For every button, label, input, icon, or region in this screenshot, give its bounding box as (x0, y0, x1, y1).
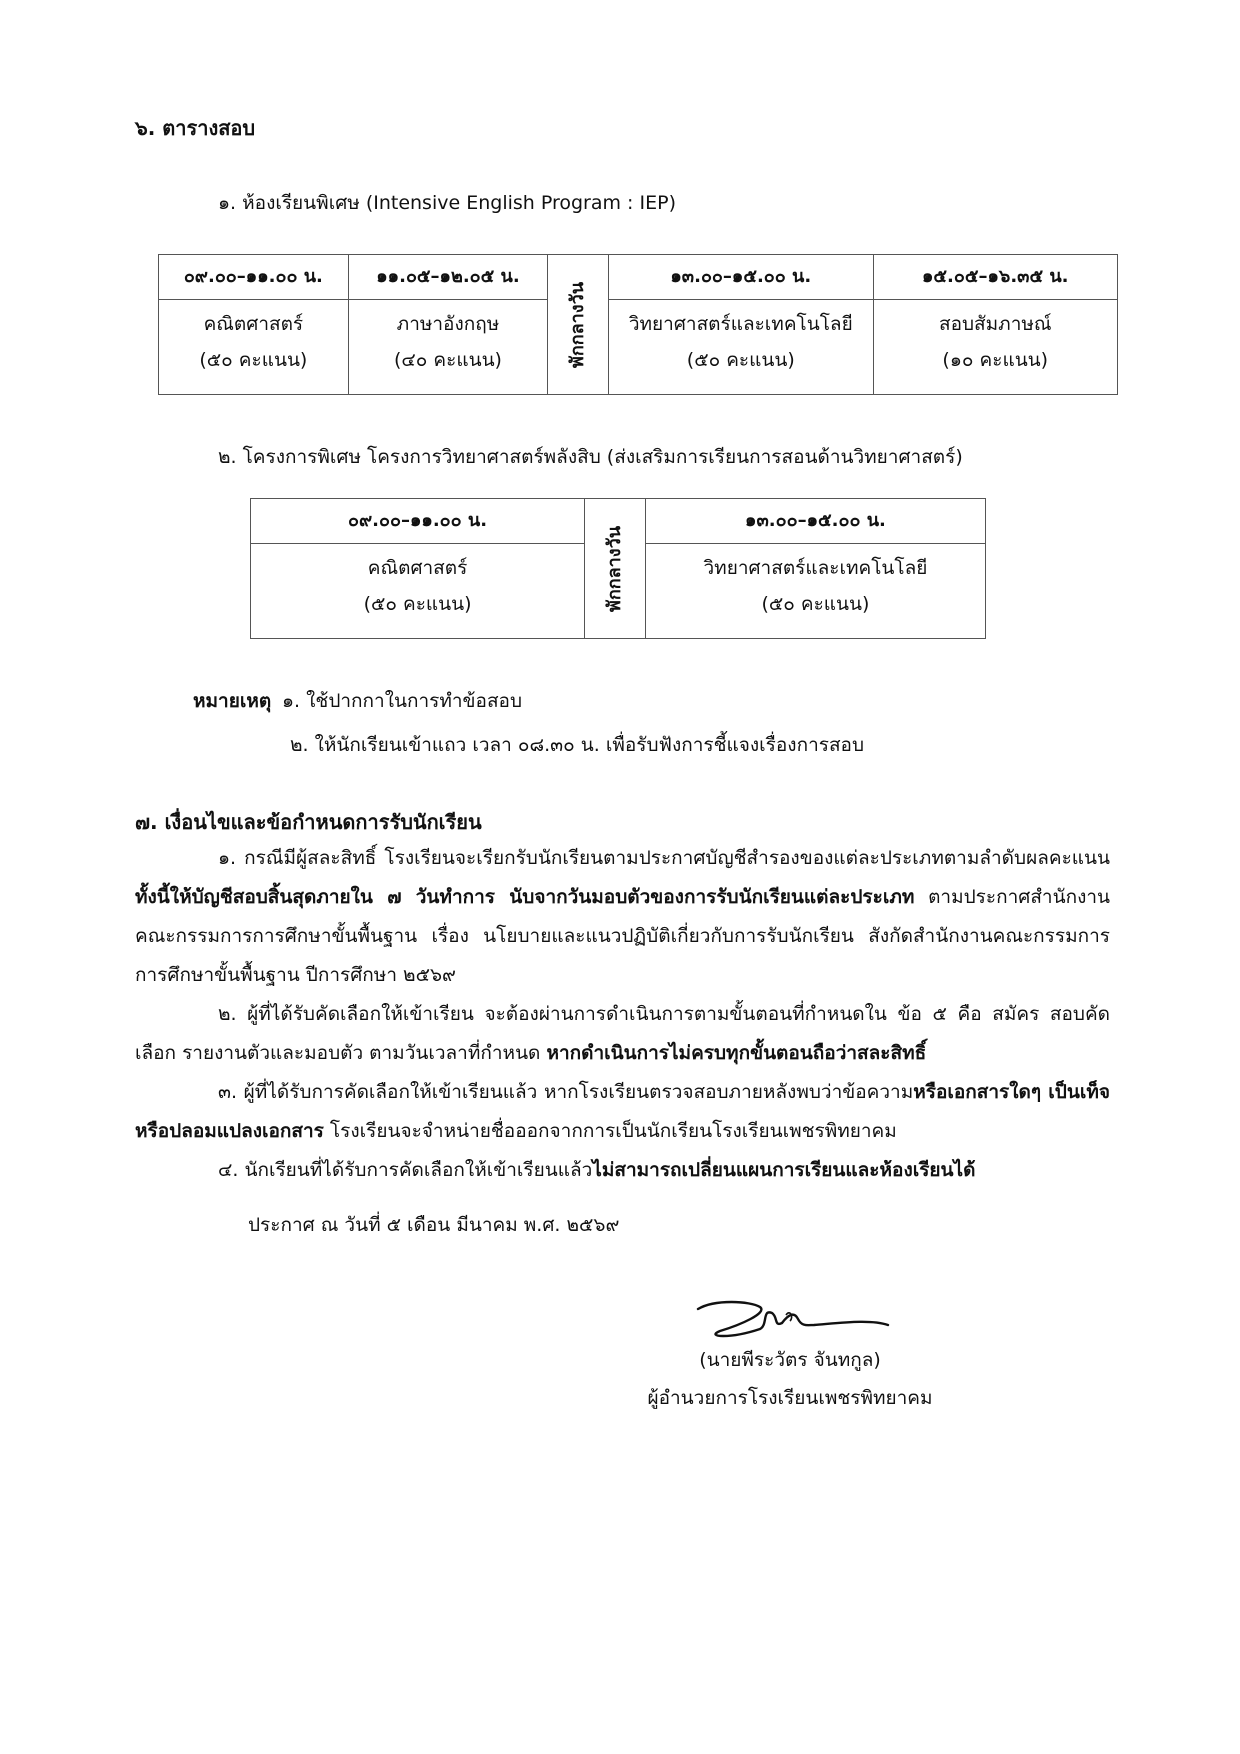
subject-cell (159, 300, 349, 395)
lunch-break-cell (585, 499, 646, 639)
condition-text: ๑. กรณีมีผู้สละสิทธิ์ โรงเรียนจะเรียกรับนักเรียนตามประกาศบัญชีสำรองของแต่ละประเภทตามลำดับผลคะแนน (218, 847, 1110, 869)
signature-image (690, 1295, 900, 1348)
time-cell: ๐๙.๐๐–๑๑.๐๐ น. (159, 255, 349, 300)
subject-name: คณิตศาสตร์ (367, 557, 468, 579)
condition-paragraph (135, 995, 1110, 1073)
condition-paragraph (135, 839, 1110, 995)
condition-text: ตามประกาศสำนักงานคณะกรรมการการศึกษาขั้นพื้นฐาน เรื่อง นโยบายและแนวปฏิบัติเกี่ยวกับการรับนักเรียน สังกัดสำนักงานคณะกรรมการการศึกษาขั้นพื้นฐาน ปีการศึกษา ๒๕๖๙ (135, 886, 1111, 986)
subject-cell (609, 300, 873, 395)
iep-schedule-table (158, 254, 1118, 395)
condition-emphasis: หรือเอกสารใดๆ เป็นเท็จหรือปลอมแปลงเอกสาร (135, 1081, 1110, 1142)
subject-score: (๕๐ คะแนน) (363, 593, 472, 615)
condition-text: โรงเรียนจะจำหน่ายชื่อออกจากการเป็นนักเรียนโรงเรียนเพชรพิทยาคม (323, 1120, 897, 1142)
subject-name: คณิตศาสตร์ (203, 313, 304, 335)
condition-text: ๔. นักเรียนที่ได้รับการคัดเลือกให้เข้าเรียนแล้ว (218, 1159, 593, 1181)
signer-name: (นายพีระวัตร จันทกูล) (699, 1349, 881, 1371)
signature-icon (690, 1295, 900, 1343)
science-schedule-table (250, 498, 986, 639)
subject-cell (645, 544, 985, 639)
subject-score: (๕๐ คะแนน) (686, 349, 795, 371)
lunch-break-label: พักกลางวัน (603, 525, 625, 612)
subject-score: (๕๐ คะแนน) (761, 593, 870, 615)
subject-name: สอบสัมภาษณ์ (938, 313, 1052, 335)
science-schedule-title: ๒. โครงการพิเศษ โครงการวิทยาศาสตร์พลังสิบ (ส่งเสริมการเรียนการสอนด้านวิทยาศาสตร์) (218, 446, 963, 468)
time-cell: ๐๙.๐๐–๑๑.๐๐ น. (251, 499, 585, 544)
subject-score: (๔๐ คะแนน) (393, 349, 502, 371)
subject-cell (873, 300, 1117, 395)
subject-cell (348, 300, 548, 395)
condition-paragraph (135, 1151, 1110, 1190)
subject-score: (๕๐ คะแนน) (199, 349, 308, 371)
signer-title: ผู้อำนวยการโรงเรียนเพชรพิทยาคม (647, 1387, 933, 1409)
announcement-date: ประกาศ ณ วันที่ ๕ เดือน มีนาคม พ.ศ. ๒๕๖๙ (248, 1214, 620, 1236)
time-cell: ๑๓.๐๐–๑๕.๐๐ น. (609, 255, 873, 300)
condition-paragraph (135, 1073, 1110, 1151)
subject-name: วิทยาศาสตร์และเทคโนโลยี (703, 557, 928, 579)
note-item: ๑. ใช้ปากกาในการทำข้อสอบ (282, 690, 523, 712)
subject-score: (๑๐ คะแนน) (942, 349, 1049, 371)
subject-name: ภาษาอังกฤษ (396, 313, 500, 335)
subject-name: วิทยาศาสตร์และเทคโนโลยี (628, 313, 853, 335)
notes-label: หมายเหตุ (193, 690, 272, 712)
note-item: ๒. ให้นักเรียนเข้าแถว เวลา ๐๘.๓๐ น. เพื่อรับฟังการชี้แจงเรื่องการสอบ (290, 734, 865, 756)
condition-emphasis: ไม่สามารถเปลี่ยนแผนการเรียนและห้องเรียนได้ (592, 1159, 976, 1181)
section-7-heading: ๗. เงื่อนไขและข้อกำหนดการรับนักเรียน (135, 810, 482, 834)
section-6-heading: ๖. ตารางสอบ (135, 116, 256, 140)
subject-cell (251, 544, 585, 639)
time-cell: ๑๕.๐๕–๑๖.๓๕ น. (873, 255, 1117, 300)
condition-text: ๒. ผู้ที่ได้รับคัดเลือกให้เข้าเรียน จะต้องผ่านการดำเนินการตามขั้นตอนที่กำหนดใน ข้อ ๕ คือ สมัคร สอบคัดเลือก รายงานตัวและมอบตัว ตามวันเวลาที่กำหนด (135, 1003, 1110, 1064)
iep-schedule-title: ๑. ห้องเรียนพิเศษ (Intensive English Program : IEP) (218, 192, 676, 214)
time-cell: ๑๓.๐๐–๑๕.๐๐ น. (645, 499, 985, 544)
time-cell: ๑๑.๐๕–๑๒.๐๕ น. (348, 255, 548, 300)
condition-emphasis: หากดำเนินการไม่ครบทุกขั้นตอนถือว่าสละสิทธิ์ (546, 1042, 927, 1064)
condition-text: ๓. ผู้ที่ได้รับการคัดเลือกให้เข้าเรียนแล้ว หากโรงเรียนตรวจสอบภายหลังพบว่าข้อความ (218, 1081, 914, 1103)
lunch-break-cell (548, 255, 609, 395)
condition-emphasis: ทั้งนี้ให้บัญชีสอบสิ้นสุดภายใน ๗ วันทำการ นับจากวันมอบตัวของการรับนักเรียนแต่ละประเภท (135, 886, 915, 908)
lunch-break-label: พักกลางวัน (567, 281, 589, 368)
